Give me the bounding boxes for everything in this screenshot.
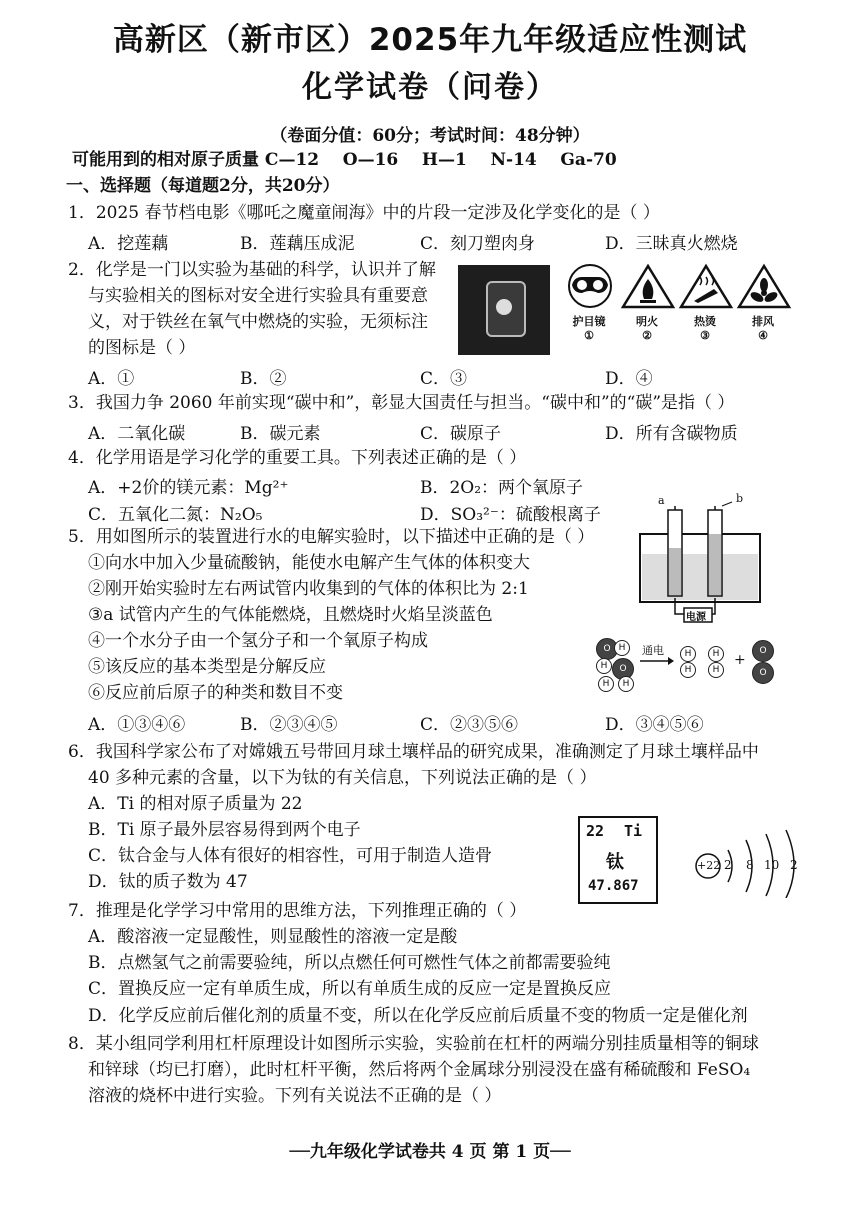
titanium-atom-structure <box>694 826 824 898</box>
open-flame-icon <box>620 263 676 309</box>
q3-option-a: A．二氧化碳 <box>88 424 186 444</box>
q5-statement-2: ②刚开始实验时左右两试管内收集到的气体的体积比为 2:1 <box>88 579 529 599</box>
q2-option-c: C．③ <box>420 369 468 389</box>
q2-option-d: D．④ <box>605 369 653 389</box>
shell-2-electrons: 8 <box>746 858 754 872</box>
question-3-stem: 3．我国力争 2060 年前实现“碳中和”，彰显大国责任与担当。“碳中和”的“碳”是指（ ） <box>68 393 735 413</box>
hot-surface-icon <box>678 263 734 309</box>
reaction-condition-label: 通电 <box>642 644 664 657</box>
q3-option-b: B．碳元素 <box>240 424 321 444</box>
q5-option-b: B．②③④⑤ <box>240 715 338 735</box>
q6-option-d: D．钛的质子数为 47 <box>88 872 248 892</box>
open-flame-label: 明火 <box>636 315 658 328</box>
q7-option-c: C．置换反应一定有单质生成，所以有单质生成的反应一定是置换反应 <box>88 979 612 999</box>
shell-3-electrons: 10 <box>764 858 780 872</box>
atomic-mass-line: 可能用到的相对原子质量 C—12 O—16 H—1 N-14 Ga-70 <box>72 150 617 170</box>
question-8-stem-line2: 和锌球（均已打磨），此时杠杆平衡，然后将两个金属球分别浸没在盛有稀硫酸和 FeSO₄ <box>88 1060 751 1080</box>
open-flame-number: ② <box>642 329 652 342</box>
reaction-arrow-icon <box>640 656 674 666</box>
question-6-stem-line2: 40 多种元素的含量，以下为钛的有关信息，下列说法正确的是（ ） <box>88 768 597 788</box>
q7-option-d: D．化学反应前后催化剂的质量不变，所以在化学反应前后质量不变的物质一定是催化剂 <box>88 1006 748 1026</box>
q5-option-d: D．③④⑤⑥ <box>605 715 704 735</box>
q5-option-c: C．②③⑤⑥ <box>420 715 519 735</box>
hydrogen-atom: H <box>708 662 724 678</box>
q1-option-c: C．刻刀塑肉身 <box>420 234 536 254</box>
element-card-titanium <box>578 816 658 904</box>
question-8-stem-line3: 溶液的烧杯中进行实验。下列有关说法不正确的是（ ） <box>88 1086 502 1106</box>
oxygen-atom: O <box>596 638 618 660</box>
q3-option-c: C．碳原子 <box>420 424 502 444</box>
question-5-stem: 5．用如图所示的装置进行水的电解实验时，以下描述中正确的是（ ） <box>68 527 595 547</box>
ventilation-icon <box>736 263 792 309</box>
q5-statement-5: ⑤该反应的基本类型是分解反应 <box>88 657 326 677</box>
question-8-stem-line1: 8．某小组同学利用杠杆原理设计如图所示实验，实验前在杠杆的两端分别挂质量相等的铜球 <box>68 1034 759 1054</box>
section-heading: 一、选择题（每道题2分，共20分） <box>66 176 340 196</box>
hot-surface-label: 热烫 <box>694 315 716 328</box>
q6-option-a: A．Ti 的相对原子质量为 22 <box>88 794 303 814</box>
question-6-stem-line1: 6．我国科学家公布了对嫦娥五号带回月球土壤样品的研究成果，准确测定了月球土壤样品中 <box>68 742 759 762</box>
tube-a-label: a <box>658 494 665 507</box>
q4-option-c: C．五氧化二氮：N₂O₅ <box>88 505 263 525</box>
q4-option-d: D．SO₃²⁻：硫酸根离子 <box>420 505 601 525</box>
question-2-stem-line2: 与实验相关的图标对安全进行实验具有重要意 <box>88 286 428 306</box>
q5-statement-4: ④一个水分子由一个氢分子和一个氧原子构成 <box>88 631 428 651</box>
goggles-icon <box>562 263 618 309</box>
question-4-stem: 4．化学用语是学习化学的重要工具。下列表述正确的是（ ） <box>68 448 527 468</box>
q5-statement-1: ①向水中加入少量硫酸钠，能使水电解产生气体的体积变大 <box>88 553 530 573</box>
relative-atomic-mass: 47.867 <box>588 878 639 894</box>
icon-cell-2 <box>620 263 680 351</box>
oxygen-atom: O <box>752 662 774 684</box>
hydrogen-atom: H <box>708 646 724 662</box>
iron-burning-photo <box>458 265 550 355</box>
q5-option-a: A．①③④⑥ <box>88 715 186 735</box>
q7-option-b: B．点燃氢气之前需要验纯，所以点燃任何可燃性气体之前都需要验纯 <box>88 953 611 973</box>
goggles-number: ① <box>584 329 594 342</box>
q6-option-b: B．Ti 原子最外层容易得到两个电子 <box>88 820 361 840</box>
shell-1-electrons: 2 <box>724 858 732 872</box>
ventilation-number: ④ <box>758 329 768 342</box>
q1-option-b: B．莲藕压成泥 <box>240 234 355 254</box>
q2-option-b: B．② <box>240 369 287 389</box>
icon-cell-1 <box>562 263 622 351</box>
exam-title: 高新区（新市区）2025年九年级适应性测试 <box>112 22 748 58</box>
page-footer: ──九年级化学试卷共 4 页 第 1 页── <box>289 1142 571 1162</box>
q4-option-a: A．+2价的镁元素：Mg²⁺ <box>88 478 289 498</box>
q3-option-d: D．所有含碳物质 <box>605 424 738 444</box>
nucleus-charge: +22 <box>697 859 721 872</box>
exam-subtitle: 化学试卷（问卷） <box>302 70 558 105</box>
atomic-number: 22 <box>586 822 605 840</box>
exam-meta: （卷面分值：60分；考试时间：48分钟） <box>270 126 590 146</box>
question-2-stem-line3: 义，对于铁丝在氧气中燃烧的实验，无须标注 <box>88 312 428 332</box>
element-name: 钛 <box>606 852 624 873</box>
q6-option-c: C．钛合金与人体有很好的相容性，可用于制造人造骨 <box>88 846 493 866</box>
goggles-label: 护目镜 <box>572 315 606 328</box>
hydrogen-atom: H <box>614 640 630 656</box>
question-2-stem-line4: 的图标是（ ） <box>88 338 196 358</box>
q5-statement-6: ⑥反应前后原子的种类和数目不变 <box>88 683 343 703</box>
hot-surface-number: ③ <box>700 329 710 342</box>
oxygen-atom: O <box>612 658 634 680</box>
q7-option-a: A．酸溶液一定显酸性，则显酸性的溶液一定是酸 <box>88 927 458 947</box>
hydrogen-atom: H <box>680 662 696 678</box>
q5-statement-3: ③a 试管内产生的气体能燃烧，且燃烧时火焰呈淡蓝色 <box>88 605 493 625</box>
hydrogen-atom: H <box>596 658 612 674</box>
hydrogen-atom: H <box>618 676 634 692</box>
oxygen-atom: O <box>752 640 774 662</box>
ventilation-label: 排风 <box>752 315 774 328</box>
question-1-stem: 1．2025 春节档电影《哪吒之魔童闹海》中的片段一定涉及化学变化的是（ ） <box>68 203 660 223</box>
water-electrolysis-diagram <box>592 636 792 694</box>
q4-option-b: B．2O₂：两个氧原子 <box>420 478 584 498</box>
icon-cell-3 <box>678 263 738 351</box>
hydrogen-atom: H <box>680 646 696 662</box>
hydrogen-atom: H <box>598 676 614 692</box>
question-2-stem-line1: 2．化学是一门以实验为基础的科学，认识并了解 <box>68 260 436 280</box>
q1-option-a: A．挖莲藕 <box>88 234 169 254</box>
q2-option-a: A．① <box>88 369 135 389</box>
icon-cell-4 <box>736 263 796 351</box>
plus-sign: + <box>734 652 746 668</box>
shell-4-electrons: 2 <box>790 858 798 872</box>
element-symbol: Ti <box>624 822 643 840</box>
tube-b-label: b <box>736 492 744 505</box>
question-7-stem: 7．推理是化学学习中常用的思维方法，下列推理正确的（ ） <box>68 901 527 921</box>
electrolysis-apparatus <box>628 492 778 638</box>
q1-option-d: D．三昧真火燃烧 <box>605 234 738 254</box>
power-supply-label: 电源 <box>686 612 706 623</box>
